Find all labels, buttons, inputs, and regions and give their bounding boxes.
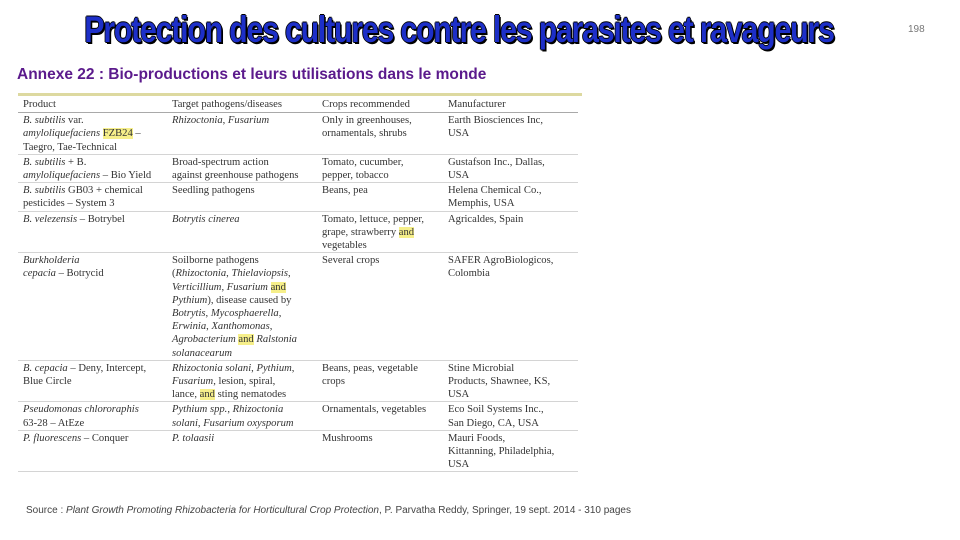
cell-target	[167, 430, 317, 472]
cell-line: crops	[322, 376, 345, 388]
cell-line: Pythium), disease caused by	[172, 294, 292, 306]
table-top-rule	[18, 93, 582, 96]
cell-line: ornamentals, shrubs	[322, 128, 407, 140]
cell-line: USA	[448, 170, 470, 182]
cell-line: Several crops	[322, 255, 380, 267]
cell-line: Colombia	[448, 268, 490, 280]
cell-line: P. fluorescens – Conquer	[23, 432, 129, 444]
cell-line: Pythium spp., Rhizoctonia	[172, 404, 284, 416]
cell-line: P. tolaasii	[172, 432, 215, 444]
cell-manufacturer	[443, 154, 578, 182]
table-row	[18, 113, 578, 155]
cell-crops	[317, 430, 443, 472]
cell-line: Agricaldes, Spain	[448, 213, 524, 225]
cell-line: Tomato, cucumber,	[322, 156, 404, 168]
cell-line: Earth Biosciences Inc,	[448, 115, 544, 127]
cell-product	[18, 183, 167, 211]
cell-product	[18, 154, 167, 182]
cell-line: San Diego, CA, USA	[448, 417, 539, 429]
cell-target	[167, 113, 317, 155]
table-row	[18, 360, 578, 402]
table-header-row	[18, 97, 578, 113]
cell-line: Mauri Foods,	[448, 432, 506, 444]
cell-product	[18, 430, 167, 472]
cell-line: B. subtilis GB03 + chemical	[23, 185, 143, 197]
cell-line: B. velezensis – Botrybel	[23, 213, 125, 225]
cell-product	[18, 211, 167, 253]
cell-target	[167, 360, 317, 402]
cell-line: Rhizoctonia solani, Pythium,	[172, 362, 295, 374]
bio-products-table	[18, 97, 578, 472]
cell-crops	[317, 211, 443, 253]
header-manufacturer: Manufacturer	[443, 97, 578, 113]
cell-line: solani, Fusarium oxysporum	[172, 417, 294, 429]
cell-line: USA	[448, 459, 470, 471]
cell-line: vegetables	[322, 240, 367, 252]
cell-manufacturer	[443, 402, 578, 430]
cell-line: Botrytis, Mycosphaerella,	[172, 308, 282, 320]
source-book-title: Plant Growth Promoting Rhizobacteria for Horticultural Crop Protection	[66, 505, 379, 516]
cell-line: SAFER AgroBiologicos,	[448, 255, 554, 267]
cell-line: Kittanning, Philadelphia,	[448, 446, 555, 458]
cell-line: Eco Soil Systems Inc.,	[448, 404, 544, 416]
cell-product	[18, 360, 167, 402]
cell-line: amyloliquefaciens – Bio Yield	[23, 170, 152, 182]
cell-manufacturer	[443, 253, 578, 361]
cell-product	[18, 402, 167, 430]
cell-line: Rhizoctonia, Fusarium	[172, 115, 270, 127]
header-target: Target pathogens/diseases	[167, 97, 317, 113]
cell-line: Soilborne pathogens	[172, 255, 259, 267]
table-row	[18, 253, 578, 361]
cell-line: solanacearum	[172, 347, 233, 359]
cell-product	[18, 253, 167, 361]
cell-line: Beans, pea	[322, 185, 368, 197]
cell-manufacturer	[443, 183, 578, 211]
cell-line: Taegro, Tae-Technical	[23, 141, 118, 153]
cell-crops	[317, 154, 443, 182]
cell-crops	[317, 360, 443, 402]
cell-line: Mushrooms	[322, 432, 373, 444]
table-row	[18, 402, 578, 430]
cell-target	[167, 211, 317, 253]
cell-line: lance, and sting nematodes	[172, 389, 287, 401]
annex-subtitle: Annexe 22 : Bio-productions et leurs utilisations dans le monde	[17, 66, 487, 83]
cell-crops	[317, 183, 443, 211]
slide-title: Protection des cultures contre les parasites et ravageurs	[84, 9, 834, 50]
header-crops: Crops recommended	[317, 97, 443, 113]
cell-line: Botrytis cinerea	[172, 213, 240, 225]
cell-line: Verticillium, Fusarium and	[172, 281, 286, 293]
source-suffix: , P. Parvatha Reddy, Springer, 19 sept. 2014 - 310 pages	[378, 505, 631, 516]
cell-line: Memphis, USA	[448, 198, 515, 210]
cell-line: Stine Microbial	[448, 362, 515, 374]
cell-line: grape, strawberry and	[322, 226, 415, 238]
cell-target	[167, 402, 317, 430]
table-row	[18, 430, 578, 472]
source-prefix: Source :	[26, 505, 67, 516]
cell-target	[167, 154, 317, 182]
cell-line: pesticides – System 3	[23, 198, 115, 210]
cell-line: Blue Circle	[23, 376, 72, 388]
cell-target	[167, 183, 317, 211]
cell-line: B. cepacia – Deny, Intercept,	[23, 362, 147, 374]
cell-crops	[317, 253, 443, 361]
cell-manufacturer	[443, 360, 578, 402]
cell-crops	[317, 113, 443, 155]
cell-line: Beans, peas, vegetable	[322, 362, 418, 374]
cell-manufacturer	[443, 211, 578, 253]
cell-line: cepacia – Botrycid	[23, 268, 104, 280]
cell-line: Erwinia, Xanthomonas,	[172, 321, 273, 333]
cell-line: amyloliquefaciens FZB24 –	[23, 128, 141, 140]
cell-manufacturer	[443, 430, 578, 472]
cell-line: 63-28 – AtEze	[23, 417, 85, 429]
cell-product	[18, 113, 167, 155]
cell-line: Helena Chemical Co.,	[448, 185, 542, 197]
cell-manufacturer	[443, 113, 578, 155]
table-row	[18, 154, 578, 182]
cell-line: Ornamentals, vegetables	[322, 404, 427, 416]
cell-line: Fusarium, lesion, spiral,	[172, 376, 276, 388]
cell-line: Burkholderia	[23, 255, 80, 267]
cell-line: (Rhizoctonia, Thielaviopsis,	[172, 268, 291, 280]
page-number: 198	[908, 24, 925, 35]
cell-line: Only in greenhouses,	[322, 115, 412, 127]
cell-line: pepper, tobacco	[322, 170, 389, 182]
cell-line: B. subtilis var.	[23, 115, 84, 127]
cell-line: Broad-spectrum action	[172, 156, 269, 168]
cell-line: against greenhouse pathogens	[172, 170, 299, 182]
cell-line: Agrobacterium and Ralstonia	[172, 334, 297, 346]
table-row	[18, 183, 578, 211]
header-product: Product	[18, 97, 167, 113]
cell-line: USA	[448, 128, 470, 140]
cell-line: B. subtilis + B.	[23, 156, 87, 168]
cell-line: Tomato, lettuce, pepper,	[322, 213, 425, 225]
bio-products-table-container	[18, 93, 582, 472]
cell-line: Gustafson Inc., Dallas,	[448, 156, 545, 168]
title-banner	[84, 6, 834, 54]
cell-line: Products, Shawnee, KS,	[448, 376, 551, 388]
cell-line: Pseudomonas chlororaphis	[23, 404, 139, 416]
source-citation	[26, 505, 631, 516]
cell-line: Seedling pathogens	[172, 185, 255, 197]
cell-crops	[317, 402, 443, 430]
cell-target	[167, 253, 317, 361]
cell-line: USA	[448, 389, 470, 401]
table-row	[18, 211, 578, 253]
